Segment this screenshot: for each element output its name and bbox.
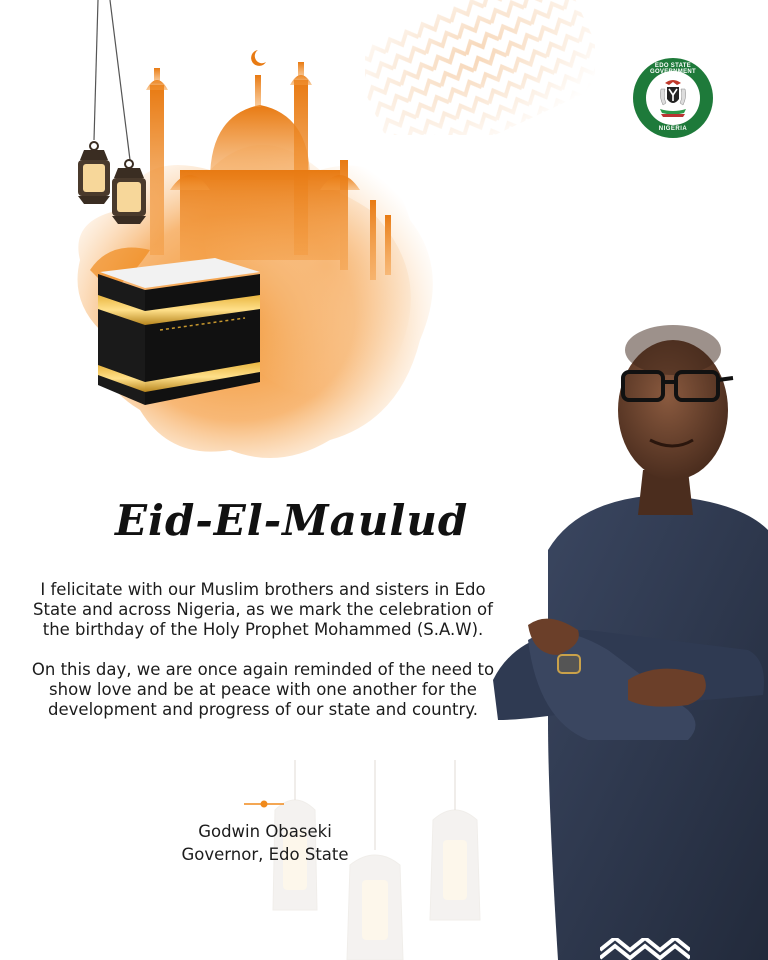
hanging-lantern-icon: [60, 0, 160, 235]
governor-portrait: [488, 300, 768, 960]
signatory-name: Godwin Obaseki: [198, 822, 332, 841]
edo-pattern-logo: [600, 938, 690, 960]
greeting-message: [28, 580, 498, 740]
seal-text-top: EDO STATE GOVERNMENT: [649, 63, 696, 75]
poster-title: Eid-El-Maulud: [115, 496, 469, 545]
seal-text-bottom: NIGERIA: [658, 126, 688, 132]
message-paragraph-2: On this day, we are once again reminded of the need to show love and be at peace with one another for the development and progress of our state and country.: [31, 660, 495, 719]
divider-ornament: [244, 798, 284, 810]
signature-block: [150, 820, 380, 866]
signatory-title: Governor, Edo State: [181, 845, 349, 864]
message-paragraph-1: I felicitate with our Muslim brothers and sisters in Edo State and across Nigeria, as we mark the celebration of the birthday of the Holy Prophet Mohammed (S.A.W).: [33, 580, 493, 639]
